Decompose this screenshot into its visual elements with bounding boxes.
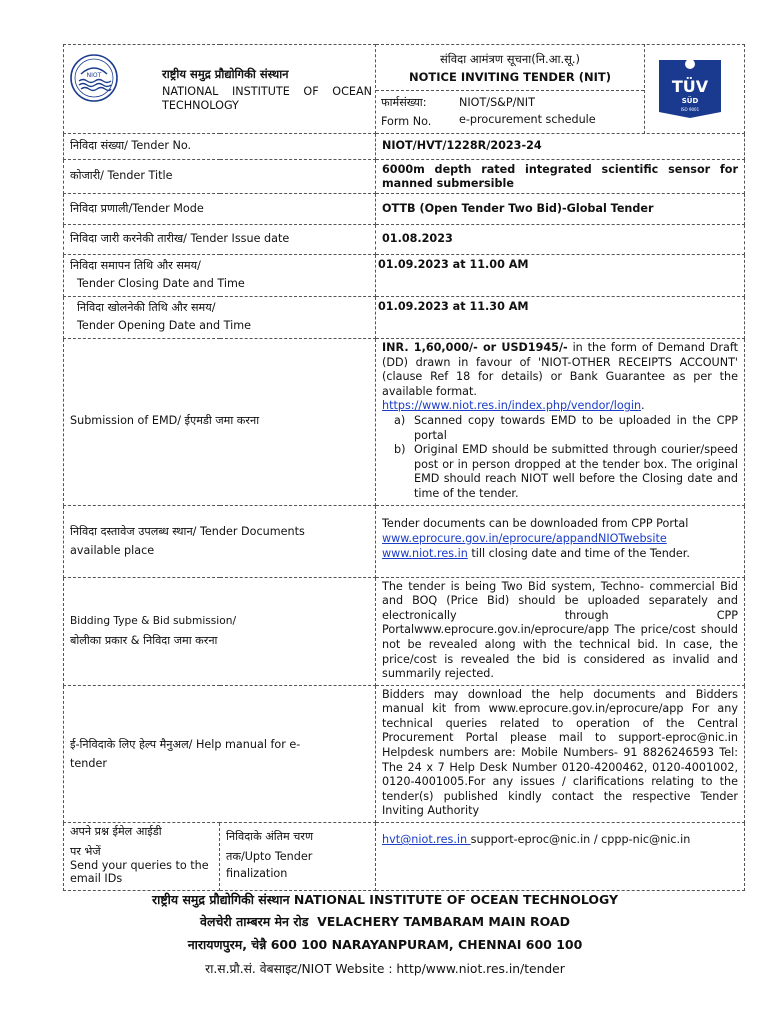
queries-label-english: Send your queries to the email IDs (70, 859, 209, 886)
emd-item-a-marker: a) (394, 413, 406, 427)
row-help (64, 685, 745, 822)
closing-label (64, 255, 376, 297)
footer-org-hindi: राष्ट्रीय समुद्र प्रौद्योगिकी संस्थान (151, 892, 290, 907)
emd-link-suffix: . (641, 399, 645, 413)
queries-label (64, 823, 220, 891)
queries-emails (376, 823, 745, 891)
tuv-iso-text: ISO 9001 (680, 107, 700, 112)
bidding-value: The tender is being Two Bid system, Techno- commercial Bid and BOQ (Price Bid) should be uploaded separately and electronically through CPP Portalwww.eprocure.gov.in/eprocure/app The price/cost should not be revealed along with the technical bid. In case, the price/cost is revealed the bid is considered as invalid and summarily rejected. (376, 577, 745, 685)
documents-text: Tender documents can be downloaded from CPP Portal (382, 516, 689, 530)
bidding-label-english: Bidding Type & Bid submission/ (70, 615, 237, 628)
header-row (64, 45, 745, 134)
queries-label-hindi-1: अपने प्रश्न ईमेल आईडी (70, 825, 162, 839)
tuv-certification-icon (655, 56, 725, 120)
niot-logo-text: NIOT (86, 72, 102, 79)
emd-amount: INR. 1,60,000/- or USD1945/- (382, 341, 568, 354)
footer-line-1 (0, 891, 770, 908)
mode-value: OTTB (Open Tender Two Bid)-Global Tender (376, 194, 745, 225)
opening-value: 01.09.2023 at 11.30 AM (376, 297, 745, 339)
niot-link[interactable]: www.niot.res.in (382, 546, 468, 560)
emd-item-a (394, 413, 738, 443)
footer-line-2 (0, 913, 770, 930)
form-label-english: Form No. (381, 115, 432, 128)
help-value: Bidders may download the help documents and Bidders manual kit from www.eprocure.gov.in/eprocure/app For any technical queries related to operation of the Central Procurement Portal please mail to support-eproc@nic.in Helpdesk numbers are: Mobile Numbers- 91 8826246593 Tel: The 24 x 7 Help Desk Number 0120-4200462, 0120-4001002, 0120-4001005.For any issues / clarifications relating to the tender(s) published kindly contact the respective Tender Inviting Authority (376, 685, 745, 822)
closing-label-english: Tender Closing Date and Time (77, 277, 245, 290)
documents-value (376, 505, 745, 577)
row-emd (64, 339, 745, 506)
emd-item-a-text: Scanned copy towards EMD to be uploaded in the CPP portal (414, 413, 738, 442)
tuv-divider (644, 44, 645, 134)
footer-city-hindi: नारायणपुरम, चेन्नै 600 100 (187, 937, 328, 952)
queries-stage-hindi: निविदाके अंतिम चरण (226, 830, 314, 844)
queries-stage-english: finalization (226, 867, 288, 881)
documents-suffix: till closing date and time of the Tender. (467, 546, 690, 560)
notice-title-english: NOTICE INVITING TENDER (NIT) (409, 70, 611, 84)
row-issue (64, 225, 745, 255)
footer-org-english: NATIONAL INSTITUTE OF OCEAN TECHNOLOGY (289, 892, 619, 907)
notice-title-hindi: संविदा आमंत्रण सूचना(नि.आ.सू.) (439, 52, 581, 66)
vendor-login-link[interactable]: https://www.niot.res.in/index.php/vendor/login (382, 399, 642, 413)
queries-stage (220, 823, 376, 891)
footer-line-3 (0, 936, 770, 953)
emd-list (382, 414, 738, 502)
tender-no-label: निविदा संख्या/ Tender No. (64, 134, 376, 160)
row-tender-no (64, 134, 745, 160)
tuv-text: TÜV (671, 77, 709, 96)
emd-text: in the form of Demand Draft (DD) drawn in favour of 'NIOT-OTHER RECEIPTS ACCOUNT' (clause Ref 18 for details) or Bank Guarantee as per the available format. (382, 341, 739, 398)
queries-stage-mixed: तक/Upto Tender (226, 850, 313, 864)
emd-item-b (394, 443, 738, 501)
emd-label: Submission of EMD/ ईएमडी जमा करना (64, 339, 376, 506)
row-bidding (64, 577, 745, 685)
opening-label-english: Tender Opening Date and Time (77, 319, 252, 332)
emd-value (376, 339, 745, 506)
issue-value: 01.08.2023 (376, 225, 745, 255)
help-label-1: ई-निविदाके लिए हेल्प मैनुअल/ Help manual for e- (70, 737, 301, 751)
row-documents (64, 505, 745, 577)
form-label-hindi: फार्मसंख्या: (381, 96, 427, 109)
documents-label-1: निविदा दस्तावेज उपलब्ध स्थान/ Tender Documents (70, 525, 305, 539)
row-mode (64, 194, 745, 225)
issue-label: निविदा जारी करनेकी तारीख/ Tender Issue date (64, 225, 376, 255)
form-divider (376, 90, 644, 91)
nit-table (63, 44, 745, 891)
niot-logo-icon (69, 50, 119, 106)
footer-city-english: NARAYANPURAM, CHENNAI 600 100 (327, 937, 583, 952)
row-queries (64, 823, 745, 891)
bidding-label-hindi: बोलीका प्रकार & निविदा जमा करना (70, 634, 218, 648)
hvt-email-link[interactable]: hvt@niot.res.in (382, 833, 471, 847)
closing-label-hindi: निविदा समापन तिथि और समय/ (70, 259, 201, 272)
title-value: 6000m depth rated integrated scientific sensor for manned submersible (376, 160, 745, 194)
org-name-hindi: राष्ट्रीय समुद्र प्रौद्योगिकी संस्थान (162, 67, 289, 81)
tuv-sud-text: SÜD (681, 97, 699, 105)
opening-label-hindi: निविदा खोलनेकी तिथि और समय/ (77, 301, 216, 314)
help-label (64, 685, 376, 822)
closing-value: 01.09.2023 at 11.00 AM (376, 255, 745, 297)
title-label: कोजारी/ Tender Title (64, 160, 376, 194)
form-value-2: e-procurement schedule (459, 113, 596, 126)
row-title (64, 160, 745, 194)
emd-item-b-marker: b) (394, 443, 406, 457)
queries-label-hindi-2: पर भेजें (70, 844, 101, 858)
org-name-english: NATIONAL INSTITUTE OF OCEAN TECHNOLOGY (162, 85, 372, 112)
documents-label (64, 505, 376, 577)
tender-no-value: NIOT/HVT/1228R/2023-24 (376, 134, 745, 160)
eprocure-link[interactable]: www.eprocure.gov.in/eprocure/appandNIOTwebsite (382, 531, 667, 545)
mode-label: निविदा प्रणाली/Tender Mode (64, 194, 376, 225)
row-closing (64, 255, 745, 297)
footer-road-hindi: वेलचेरी ताम्बरम मेन रोड (200, 914, 309, 929)
form-value-1: NIOT/S&P/NIT (459, 96, 535, 109)
emd-item-b-text: Original EMD should be submitted through courier/speed post or in person dropped at the tender box. The original EMD should reach NIOT well before the Closing date and time of the tender. (414, 443, 738, 500)
help-label-2: tender (70, 756, 107, 770)
bidding-label (64, 577, 376, 685)
support-emails: support-eproc@nic.in / cppp-nic@nic.in (470, 833, 691, 847)
documents-label-2: available place (70, 544, 155, 558)
opening-label (64, 297, 376, 339)
footer-road-english: VELACHERY TAMBARAM MAIN ROAD (308, 914, 570, 929)
footer-website: रा.स.प्रौ.सं. वेबसाइट/NIOT Website : http/www.niot.res.in/tender (205, 962, 565, 976)
row-opening (64, 297, 745, 339)
